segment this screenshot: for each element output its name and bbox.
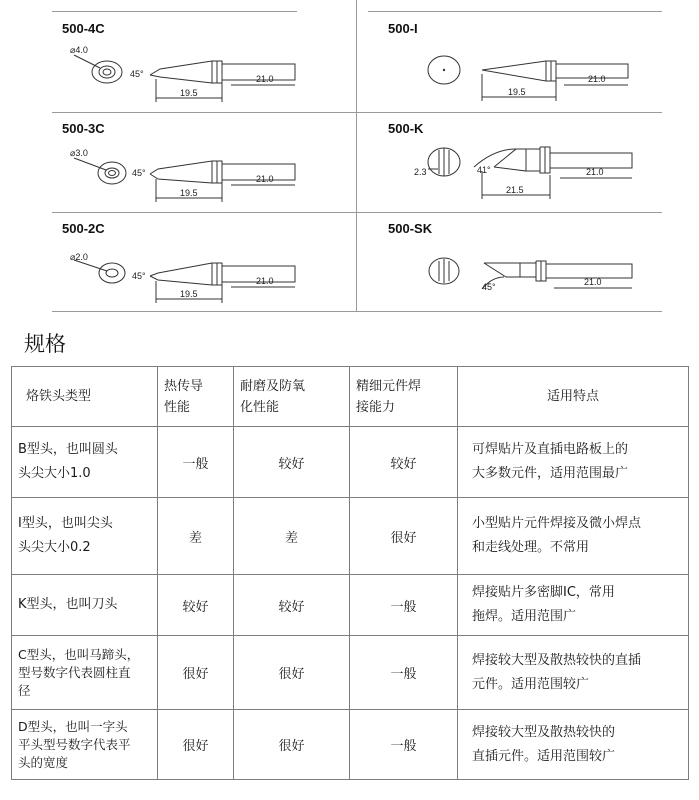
svg-text:⌀2.0: ⌀2.0 xyxy=(70,252,88,262)
header-fine: 精细元件焊 接能力 xyxy=(350,367,458,427)
cell-wear: 很好 xyxy=(234,710,350,780)
cell-fine: 一般 xyxy=(350,575,458,636)
table-row xyxy=(12,636,689,710)
grid-divider xyxy=(356,0,357,312)
svg-text:41°: 41° xyxy=(477,165,491,175)
tip-drawing xyxy=(378,119,668,214)
tip-diagram-500-4c xyxy=(52,19,352,119)
header-wear: 耐磨及防氧 化性能 xyxy=(234,367,350,427)
svg-text:21.0: 21.0 xyxy=(584,277,602,287)
svg-text:45°: 45° xyxy=(130,69,144,79)
svg-text:2.3: 2.3 xyxy=(414,167,427,177)
svg-text:21.0: 21.0 xyxy=(586,167,604,177)
svg-text:19.5: 19.5 xyxy=(180,289,198,299)
cell-heat: 较好 xyxy=(158,575,234,636)
svg-text:19.5: 19.5 xyxy=(180,88,198,98)
tip-diagram-500-k xyxy=(378,119,678,219)
cell-features: 小型贴片元件焊接及微小焊点 和走线处理。不常用 xyxy=(458,498,689,575)
svg-text:⌀3.0: ⌀3.0 xyxy=(70,148,88,158)
cell-fine: 较好 xyxy=(350,427,458,498)
table-row xyxy=(12,710,689,780)
table-row xyxy=(12,427,689,498)
spec-heading: 规格 xyxy=(24,332,66,356)
svg-text:45°: 45° xyxy=(482,282,496,292)
spec-table xyxy=(11,366,689,780)
cell-features: 焊接贴片多密脚IC，常用 拖焊。适用范围广 xyxy=(458,575,689,636)
table-header-row xyxy=(12,367,689,427)
svg-text:21.0: 21.0 xyxy=(256,174,274,184)
cell-wear: 差 xyxy=(234,498,350,575)
grid-divider xyxy=(52,11,297,12)
table-row xyxy=(12,575,689,636)
cell-heat: 差 xyxy=(158,498,234,575)
svg-text:19.5: 19.5 xyxy=(508,87,526,97)
tip-diagram-500-2c xyxy=(52,219,352,319)
cell-type: D型头，也叫一字头 平头型号数字代表平 头的宽度 xyxy=(12,710,158,780)
cell-heat: 很好 xyxy=(158,710,234,780)
tip-drawing xyxy=(52,119,352,214)
svg-text:21.0: 21.0 xyxy=(256,276,274,286)
tip-code: 500-K xyxy=(388,121,424,136)
tip-drawing xyxy=(52,19,352,114)
cell-type: K型头，也叫刀头 xyxy=(12,575,158,636)
tip-diagram-500-sk xyxy=(378,219,678,319)
cell-type: I型头，也叫尖头 头尖大小0.2 xyxy=(12,498,158,575)
cell-fine: 一般 xyxy=(350,636,458,710)
tip-diagram-grid xyxy=(52,0,662,312)
cell-features: 焊接较大型及散热较快的 直插元件。适用范围较广 xyxy=(458,710,689,780)
svg-text:21.0: 21.0 xyxy=(588,74,606,84)
tip-code: 500-3C xyxy=(62,121,105,136)
header-heat: 热传导 性能 xyxy=(158,367,234,427)
cell-features: 可焊贴片及直插电路板上的 大多数元件，适用范围最广 xyxy=(458,427,689,498)
cell-wear: 较好 xyxy=(234,427,350,498)
tip-drawing xyxy=(52,219,352,314)
tip-drawing xyxy=(378,19,668,114)
cell-wear: 很好 xyxy=(234,636,350,710)
cell-fine: 很好 xyxy=(350,498,458,575)
header-features: 适用特点 xyxy=(458,367,689,427)
tip-code: 500-4C xyxy=(62,21,105,36)
svg-text:19.5: 19.5 xyxy=(180,188,198,198)
cell-heat: 很好 xyxy=(158,636,234,710)
tip-code: 500-SK xyxy=(388,221,433,236)
header-type: 烙铁头类型 xyxy=(12,367,158,427)
svg-text:21.0: 21.0 xyxy=(256,74,274,84)
svg-text:45°: 45° xyxy=(132,271,146,281)
tip-diagram-500-3c xyxy=(52,119,352,219)
cell-features: 焊接较大型及散热较快的直插 元件。适用范围较广 xyxy=(458,636,689,710)
tip-drawing xyxy=(378,219,668,314)
table-row xyxy=(12,498,689,575)
svg-text:21.5: 21.5 xyxy=(506,185,524,195)
svg-text:⌀4.0: ⌀4.0 xyxy=(70,45,88,55)
cell-type: C型头，也叫马蹄头， 型号数字代表圆柱直 径 xyxy=(12,636,158,710)
cell-fine: 一般 xyxy=(350,710,458,780)
cell-heat: 一般 xyxy=(158,427,234,498)
cell-wear: 较好 xyxy=(234,575,350,636)
cell-type: B型头，也叫圆头 头尖大小1.0 xyxy=(12,427,158,498)
tip-code: 500-I xyxy=(388,21,418,36)
grid-divider xyxy=(368,11,662,12)
svg-text:45°: 45° xyxy=(132,168,146,178)
tip-diagram-500-i xyxy=(378,19,678,119)
tip-code: 500-2C xyxy=(62,221,105,236)
